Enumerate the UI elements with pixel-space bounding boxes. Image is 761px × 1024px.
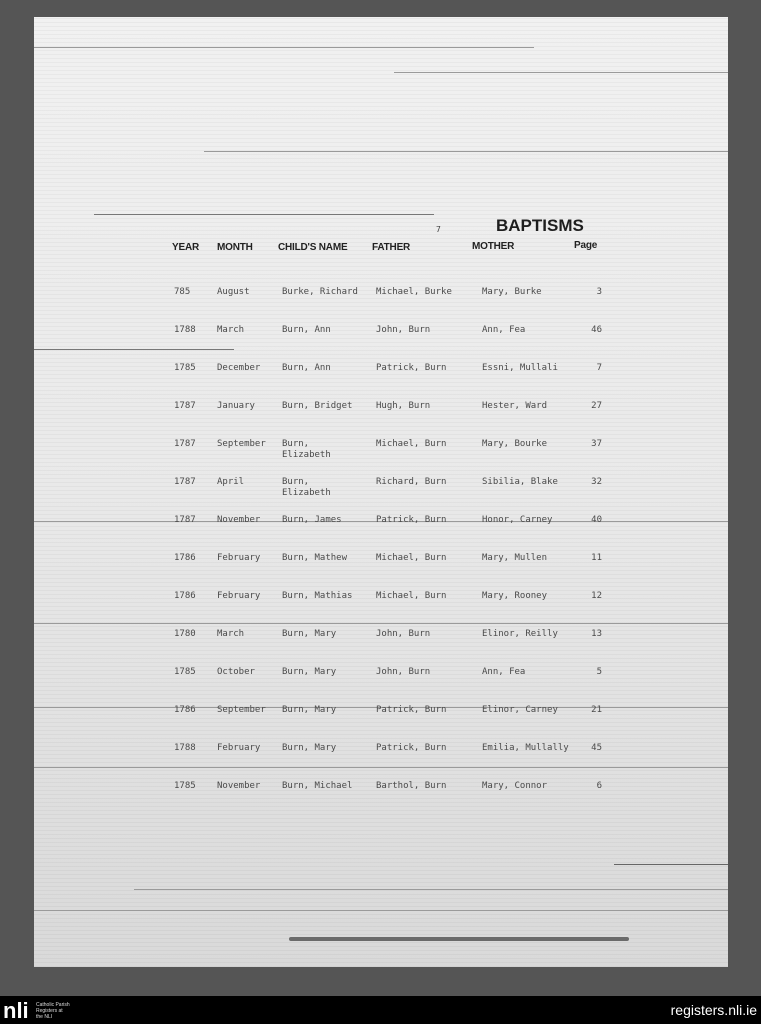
year-cell: 785 (174, 287, 191, 297)
child-name-line: Burn, Mary (282, 629, 337, 639)
month-cell: January (217, 401, 255, 411)
header-child: CHILD'S NAME (278, 242, 348, 253)
nli-tagline (36, 1002, 96, 1020)
father-cell: Michael, Burn (376, 439, 447, 449)
mother-cell: Elinor, Carney (482, 705, 558, 715)
child-name-cell (282, 553, 347, 564)
child-name-line: Burn, Ann (282, 325, 331, 335)
year-cell: 1785 (174, 667, 196, 677)
mother-cell: Mary, Burke (482, 287, 542, 297)
table-row (34, 781, 728, 813)
year-cell: 1787 (174, 477, 196, 487)
page-cell: 40 (591, 515, 602, 525)
site-link[interactable]: registers.nli.ie (670, 1002, 757, 1018)
table-row (34, 705, 728, 737)
scan-streak (134, 889, 728, 890)
child-name-cell (282, 515, 342, 526)
year-cell: 1780 (174, 629, 196, 639)
child-name-cell (282, 667, 336, 678)
month-cell: December (217, 363, 261, 373)
father-cell: Michael, Burke (376, 287, 452, 297)
page-cell: 21 (591, 705, 602, 715)
child-name-cell (282, 325, 331, 336)
month-cell: September (217, 439, 266, 449)
page-cell: 7 (596, 363, 602, 373)
nli-logo (3, 999, 31, 1021)
month-cell: February (217, 743, 261, 753)
child-name-line: Burn, Mary (282, 667, 337, 677)
mother-cell: Mary, Bourke (482, 439, 548, 449)
father-cell: John, Burn (376, 667, 431, 677)
scan-streak (204, 151, 728, 152)
month-cell: March (217, 325, 245, 335)
header-page: Page (574, 240, 598, 251)
table-row (34, 667, 728, 699)
mother-cell: Ann, Fea (482, 325, 526, 335)
year-cell: 1785 (174, 363, 196, 373)
father-cell: Michael, Burn (376, 591, 447, 601)
child-name-line: Burn, (282, 439, 310, 449)
child-name-cell (282, 591, 352, 602)
table-row (34, 325, 728, 357)
header-father: FATHER (372, 242, 411, 253)
scan-streak (34, 47, 534, 48)
father-cell: John, Burn (376, 325, 431, 335)
table-row (34, 743, 728, 775)
mother-cell: Essni, Mullali (482, 363, 558, 373)
child-name-cell (282, 705, 336, 716)
year-cell: 1788 (174, 325, 196, 335)
page-cell: 11 (591, 553, 602, 563)
scan-streak (614, 864, 728, 865)
child-name-cell (282, 401, 352, 412)
page-cell: 46 (591, 325, 602, 335)
father-cell: John, Burn (376, 629, 431, 639)
page-cell: 6 (596, 781, 602, 791)
child-name-line: Burn, Mary (282, 743, 337, 753)
page-cell: 45 (591, 743, 602, 753)
mother-cell: Honor, Carney (482, 515, 553, 525)
mother-cell: Mary, Rooney (482, 591, 548, 601)
child-name-cell (282, 363, 331, 374)
table-row (34, 477, 728, 509)
month-cell: February (217, 591, 261, 601)
year-cell: 1788 (174, 743, 196, 753)
father-cell: Hugh, Burn (376, 401, 431, 411)
page-cell: 37 (591, 439, 602, 449)
scan-streak (34, 623, 728, 624)
father-cell: Patrick, Burn (376, 743, 447, 753)
month-cell: October (217, 667, 255, 677)
child-name-line: Burn, (282, 477, 310, 487)
child-name-line: Burn, Mathias (282, 591, 353, 601)
page-cell: 12 (591, 591, 602, 601)
child-name-cell (282, 629, 336, 640)
page-cell: 5 (596, 667, 602, 677)
page-cell: 32 (591, 477, 602, 487)
father-cell: Michael, Burn (376, 553, 447, 563)
mother-cell: Elinor, Reilly (482, 629, 558, 639)
child-name-cell (282, 743, 336, 754)
table-row (34, 287, 728, 319)
month-cell: November (217, 515, 261, 525)
month-cell: March (217, 629, 245, 639)
child-name-cell (282, 439, 331, 461)
month-cell: November (217, 781, 261, 791)
child-name-cell (282, 781, 352, 792)
child-name-line: Burn, Mathew (282, 553, 348, 563)
table-row (34, 439, 728, 471)
year-cell: 1786 (174, 553, 196, 563)
mother-cell: Mary, Mullen (482, 553, 548, 563)
scan-streak (94, 214, 434, 215)
mother-cell: Sibilia, Blake (482, 477, 558, 487)
year-cell: 1785 (174, 781, 196, 791)
child-name-line: Burn, Bridget (282, 401, 353, 411)
father-cell: Patrick, Burn (376, 705, 447, 715)
table-row (34, 629, 728, 661)
child-name-line: Elizabeth (282, 450, 331, 460)
mother-cell: Mary, Connor (482, 781, 548, 791)
year-cell: 1786 (174, 591, 196, 601)
mother-cell: Ann, Fea (482, 667, 526, 677)
year-cell: 1787 (174, 401, 196, 411)
month-cell: September (217, 705, 266, 715)
scan-streak (394, 72, 728, 73)
scan-smudge (289, 937, 629, 941)
header-mother: MOTHER (472, 241, 515, 252)
year-cell: 1786 (174, 705, 196, 715)
page-mark: 7 (436, 225, 441, 234)
father-cell: Patrick, Burn (376, 363, 447, 373)
table-row (34, 553, 728, 585)
child-name-line: Elizabeth (282, 488, 331, 498)
child-name-cell (282, 287, 358, 298)
register-page-scan (34, 17, 728, 967)
father-cell: Barthol, Burn (376, 781, 447, 791)
father-cell: Richard, Burn (376, 477, 447, 487)
child-name-cell (282, 477, 331, 499)
father-cell: Patrick, Burn (376, 515, 447, 525)
child-name-line: Burn, James (282, 515, 342, 525)
table-row (34, 363, 728, 395)
child-name-line: Burn, Mary (282, 705, 337, 715)
month-cell: April (217, 477, 245, 487)
register-title: BAPTISMS (496, 216, 584, 235)
tagline-line: Catholic Parish (36, 1002, 70, 1008)
table-row (34, 591, 728, 623)
table-row (34, 401, 728, 433)
page-cell: 3 (596, 287, 602, 297)
table-row (34, 515, 728, 547)
tagline-line: the NLI (36, 1014, 53, 1020)
nli-logo-text: nli (3, 999, 29, 1021)
page-cell: 13 (591, 629, 602, 639)
header-month: MONTH (217, 242, 253, 253)
tagline-line: Registers at (36, 1008, 63, 1014)
mother-cell: Hester, Ward (482, 401, 548, 411)
mother-cell: Emilia, Mullally (482, 743, 569, 753)
header-year: YEAR (172, 242, 199, 253)
year-cell: 1787 (174, 439, 196, 449)
child-name-line: Burke, Richard (282, 287, 358, 297)
child-name-line: Burn, Ann (282, 363, 331, 373)
month-cell: February (217, 553, 261, 563)
year-cell: 1787 (174, 515, 196, 525)
month-cell: August (217, 287, 250, 297)
scan-streak (34, 910, 728, 911)
viewer-footer (0, 996, 761, 1024)
page-cell: 27 (591, 401, 602, 411)
child-name-line: Burn, Michael (282, 781, 353, 791)
